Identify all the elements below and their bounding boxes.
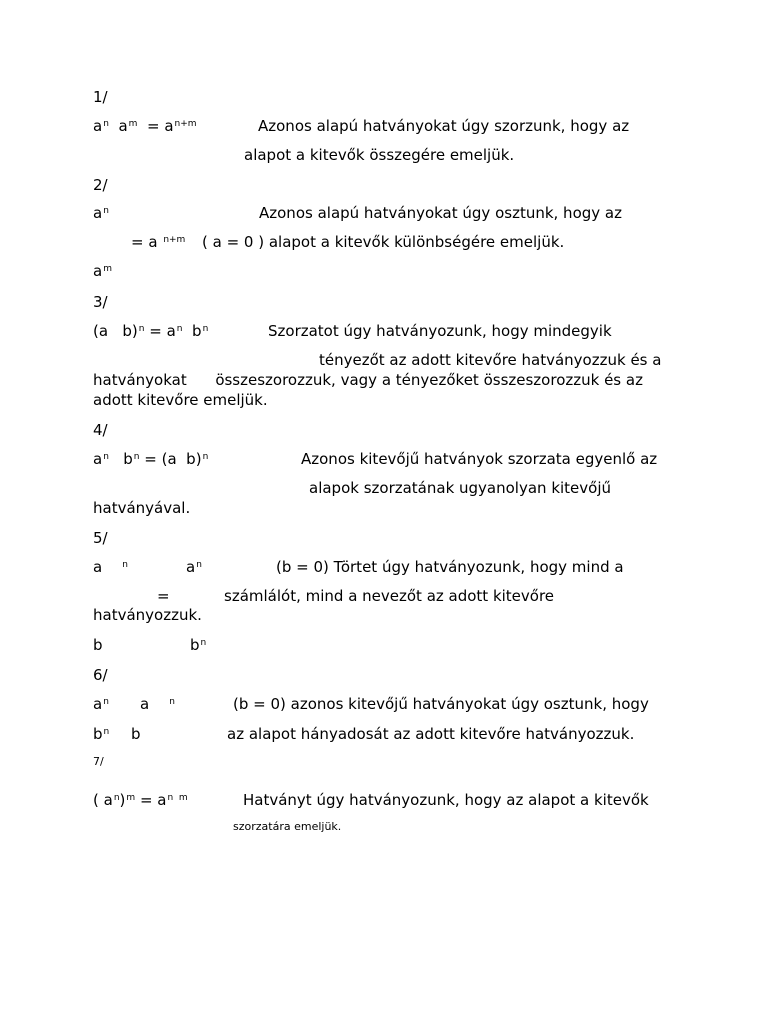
rule-6-denominator-right: b (131, 725, 141, 743)
rule-4-description-line3: hatványával. (93, 499, 191, 517)
rule-5-numerator-right: $a^n$ (186, 558, 202, 576)
rule-6-numerator-left: $a^n$ (93, 695, 109, 713)
rule-6-numerator-right: a $^n$ (140, 695, 175, 713)
rule-3-description-line4: adott kitevőre emeljük. (93, 391, 268, 409)
rule-7-description-line2: szorzatára emeljük. (233, 820, 342, 833)
rule-3-description-line2: tényezőt az adott kitevőre hatványozzuk és a (319, 351, 662, 369)
rule-5-number: 5/ (93, 529, 108, 547)
rule-1-formula: $a^n$ $a^m = a^{n+m}$ (93, 117, 197, 135)
rule-4-formula: $a^n$ $b^n = (a$ b)$^n$ (93, 450, 209, 468)
rule-4-description-line1: Azonos kitevőjű hatványok szorzata egyenlő az (301, 450, 658, 468)
rule-6-denominator-left: $b^n$ (93, 725, 110, 743)
rule-5-equals: = (157, 587, 170, 605)
rule-2-description-line2: ( a = 0 ) alapot a kitevők különbségére emeljük. (202, 233, 565, 251)
rule-1-description-line1: Azonos alapú hatványokat úgy szorzunk, hogy az (258, 117, 630, 135)
rule-5-denominator-right: $b^n$ (190, 636, 207, 654)
rule-3-number: 3/ (93, 293, 108, 311)
rule-3-formula: (a $b)^n = a^n$ $b^n$ (93, 322, 209, 340)
rule-5-description-line3: hatványozzuk. (93, 606, 202, 624)
rule-2-description-line1: Azonos alapú hatványokat úgy osztunk, hogy az (259, 204, 622, 222)
rule-1-number: 1/ (93, 88, 108, 106)
rule-2-number: 2/ (93, 176, 108, 194)
rule-7-formula: ( $a^n)^m = a^{n m}$ (93, 791, 188, 809)
rule-4-number: 4/ (93, 421, 108, 439)
rule-6-number: 6/ (93, 666, 108, 684)
rule-5-description-line2: számlálót, mind a nevezőt az adott kitevőre (224, 587, 555, 605)
rule-7-description-line1: Hatványt úgy hatványozunk, hogy az alapot a kitevők (243, 791, 649, 809)
rule-2-numerator: $a^n$ (93, 204, 109, 222)
rule-5-description-line1: (b = 0) Törtet úgy hatványozunk, hogy mind a (276, 558, 624, 576)
rule-3-description-line1: Szorzatot úgy hatványozunk, hogy mindegyik (268, 322, 612, 340)
rule-2-result: = a $^{n+m}$ (131, 233, 186, 251)
rule-6-description-line1: (b = 0) azonos kitevőjű hatványokat úgy osztunk, hogy (233, 695, 649, 713)
rule-5-numerator-left: a $^n$ (93, 558, 128, 576)
rule-7-number: 7/ (93, 755, 104, 768)
rule-3-description-line3: hatványokat összeszorozzuk, vagy a tényezőket összeszorozzuk és az (93, 371, 643, 389)
rule-1-description-line2: alapot a kitevők összegére emeljük. (244, 146, 515, 164)
rule-4-description-line2: alapok szorzatának ugyanolyan kitevőjű (309, 479, 612, 497)
rule-5-denominator-left: b (93, 636, 103, 654)
rule-6-description-line2: az alapot hányadosát az adott kitevőre hatványozzuk. (227, 725, 635, 743)
rule-2-denominator: $a^m$ (93, 262, 112, 280)
